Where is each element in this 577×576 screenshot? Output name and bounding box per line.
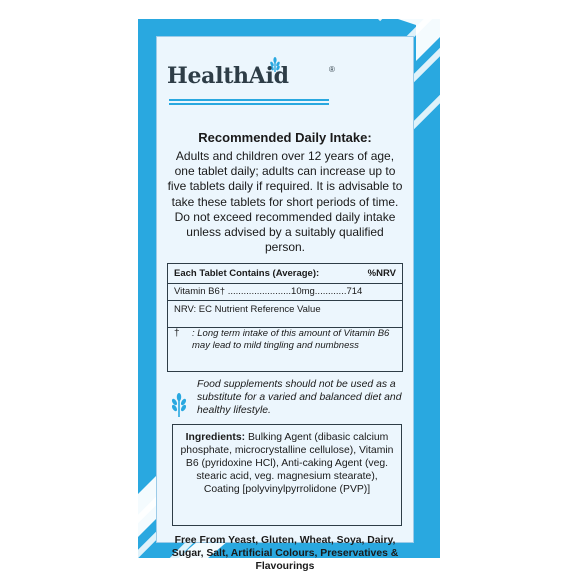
logo-underline [169,103,329,105]
dagger-note [167,326,403,372]
table-divider [168,283,402,284]
ingredients-box [172,424,402,526]
supplement-warning: Food supplements should not be used as a substitute for a varied and balanced diet and healthy lifestyle. [197,379,402,416]
brand-logo [167,57,342,97]
table-header-contents: Each Tablet Contains (Average): [174,268,320,279]
wheat-symbol-icon [169,393,189,417]
product-label [138,19,440,572]
registered-mark: ® [329,65,335,74]
table-divider [168,300,402,301]
dagger-note-text: : Long term intake of this amount of Vitamin B6 may lead to mild tingling and numbness [192,328,390,351]
dagger-symbol: † [174,328,180,339]
ingredients-label: Ingredients: [185,432,246,443]
ingredients-list: Bulking Agent (dibasic calcium phosphate, microcrystalline cellulose), Vitamin B6 (pyridoxine HCl), Anti-caking Agent (veg. stearic acid, veg. magnesium stearate), Coating [polyvinylpyrrolidone (PVP)] [180,432,394,495]
nrv-definition: NRV: EC Nutrient Reference Value [174,304,321,315]
intake-instructions: Adults and children over 12 years of age, one tablet daily; adults can increase up to five tablets daily if required. It is advisable to take these tablets for short periods of time. Do not exceed recommended daily intake unless advised by a suitably qualified person. [167,149,403,255]
logo-underline [169,99,329,101]
nutrition-table [167,263,403,328]
brand-name: HealthAid [167,63,289,89]
info-panel [156,36,414,572]
ingredients-text [179,431,395,496]
intake-title: Recommended Daily Intake: [198,130,372,145]
table-row: Vitamin B6† ........................10mg............714 [174,286,363,297]
free-from-statement: Free From Yeast, Gluten, Wheat, Soya, Dairy, Sugar, Salt, Artificial Colours, Preservatives & Flavourings [171,535,399,572]
table-header-nrv: %NRV [367,268,396,279]
